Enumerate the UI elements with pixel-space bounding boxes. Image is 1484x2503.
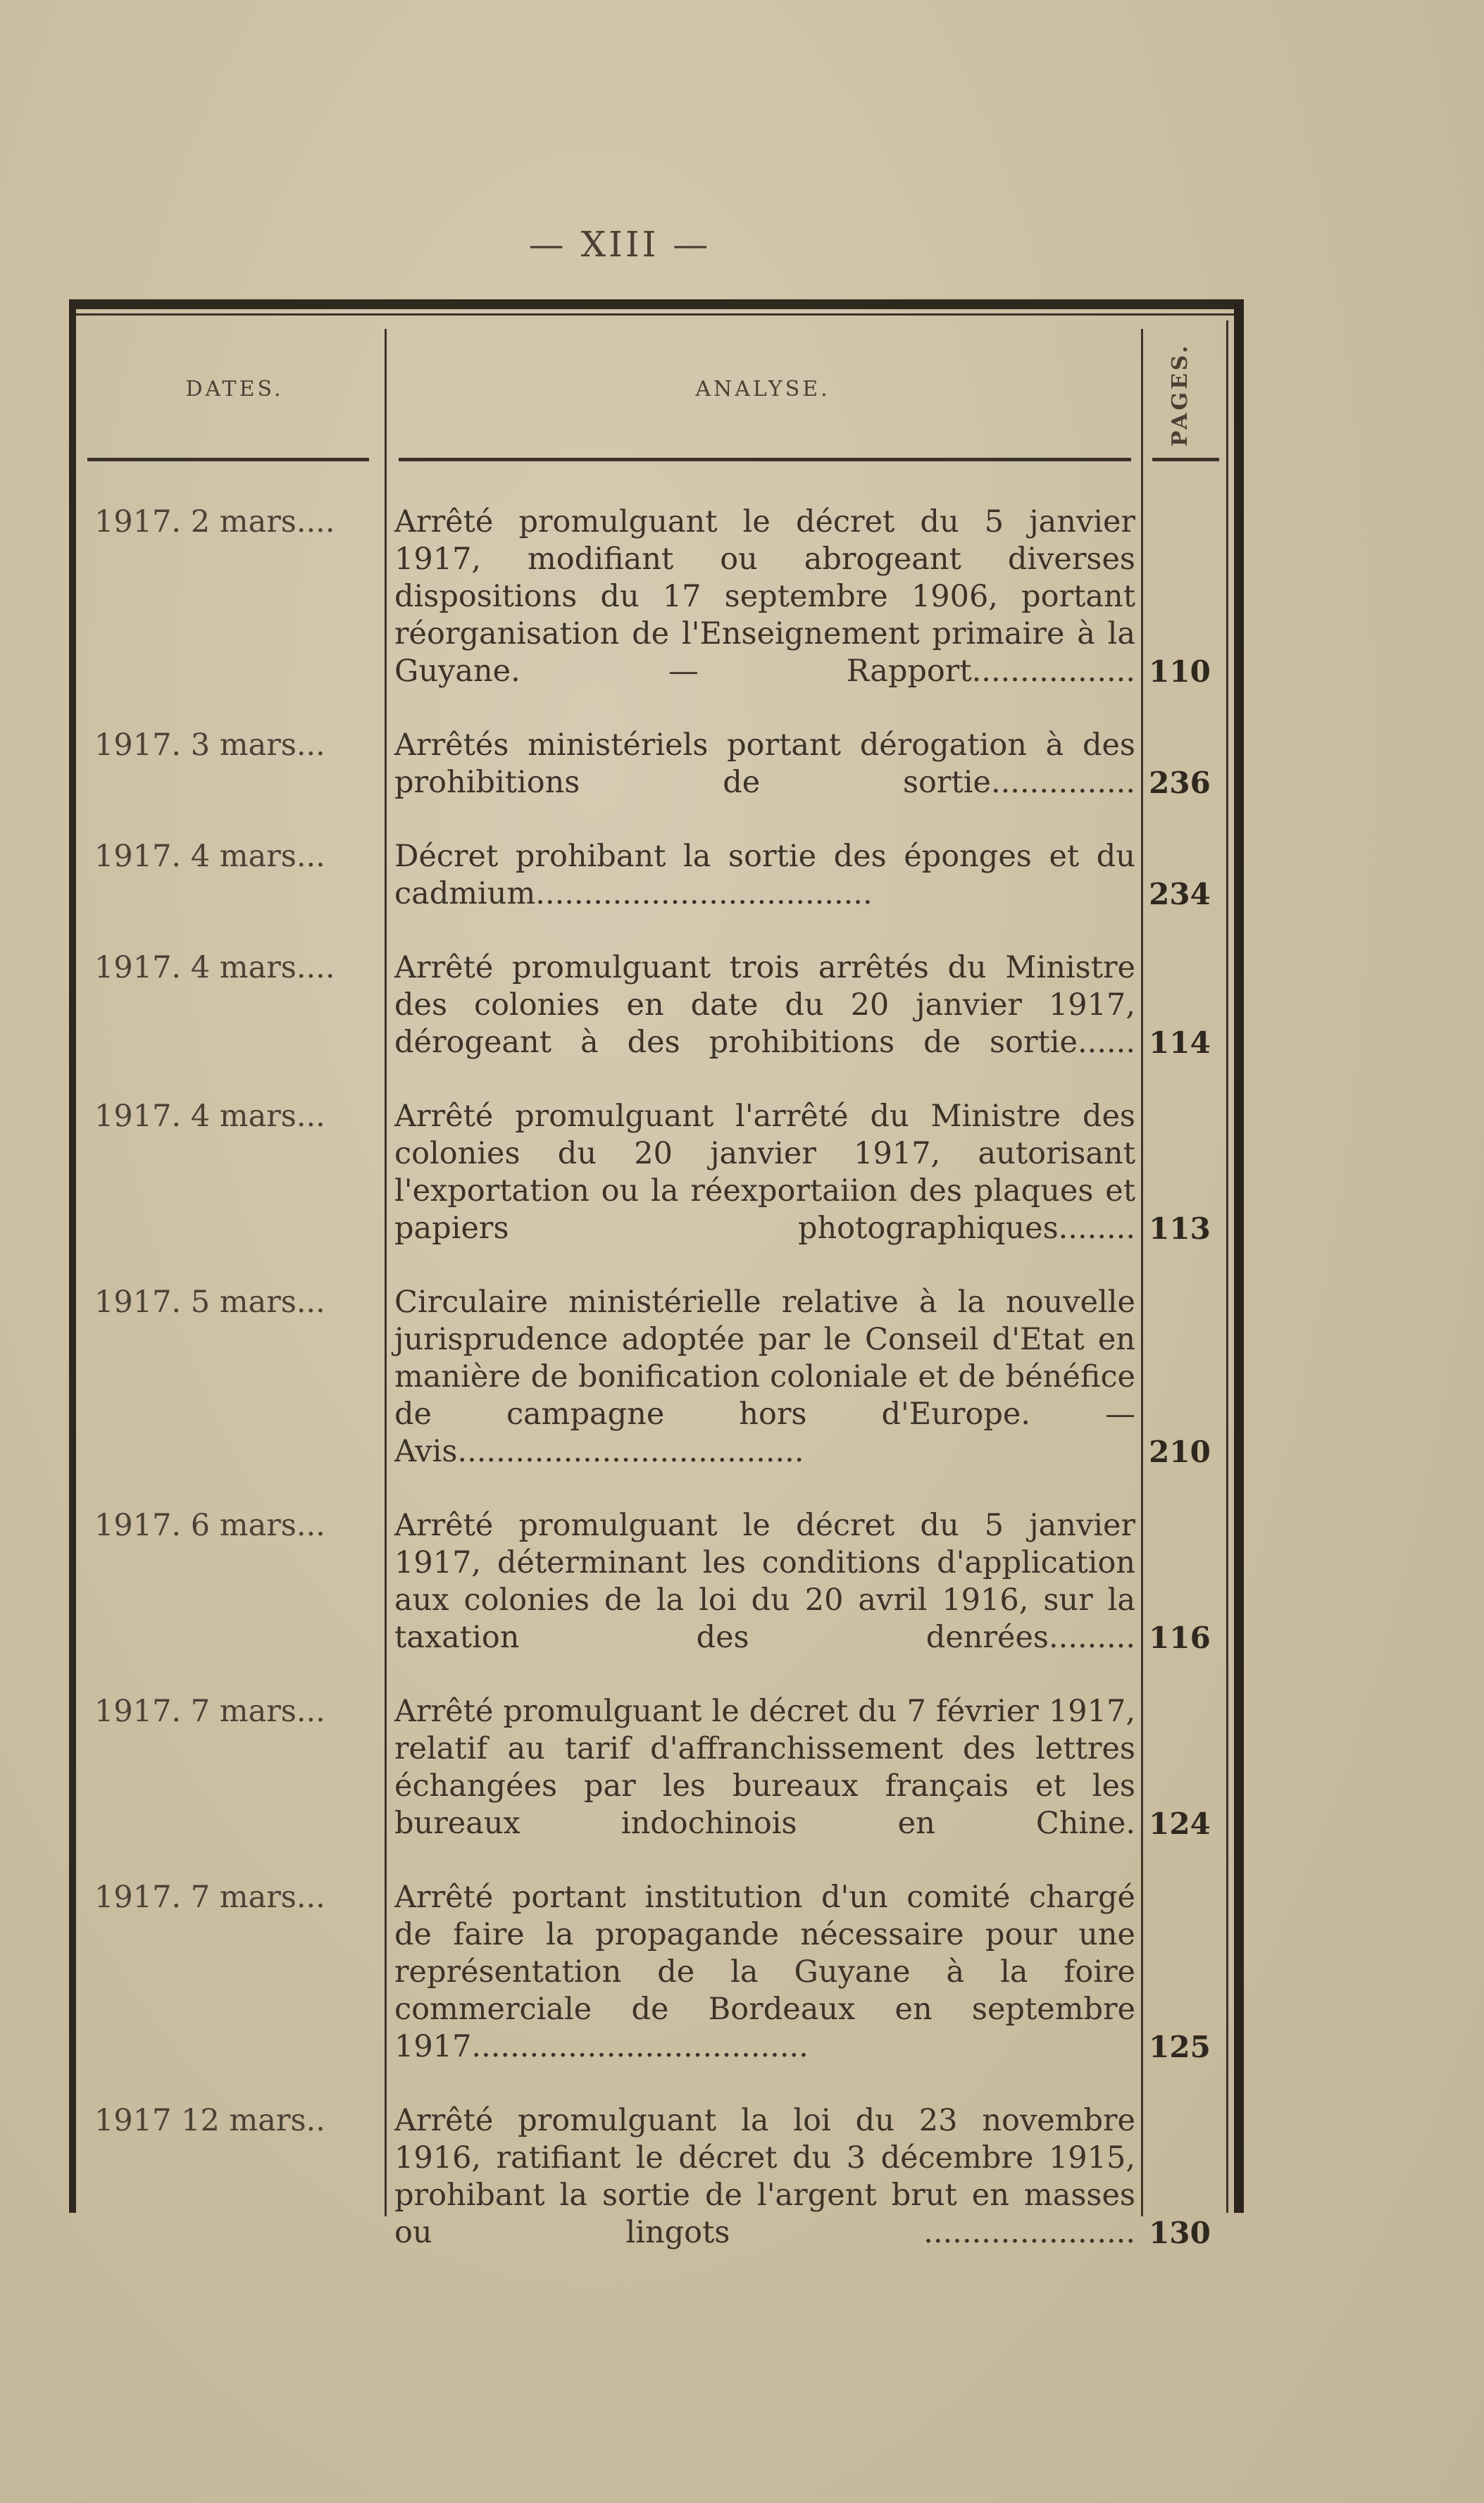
row-page: 234 (1149, 877, 1211, 911)
row-date: 1917. 7 mars... (94, 1694, 325, 1729)
pages-label: PAGES. (1168, 342, 1193, 447)
row-date: 1917. 5 mars... (94, 1285, 325, 1320)
table-row (69, 838, 1244, 913)
column-header-pages (1145, 335, 1216, 454)
header-rule-dates (87, 458, 369, 461)
column-header-analyse: ANALYSE. (695, 377, 830, 401)
table-frame (69, 299, 1244, 2250)
row-analysis: Arrêté promulguant le décret du 7 février 1917, relatif au tarif d'affranchissement des lettres échangées par les bureaux français et les bureaux indochinois en Chine. (394, 1694, 1135, 1841)
row-date: 1917. 4 mars.... (94, 950, 335, 985)
row-page: 236 (1149, 766, 1211, 800)
header-rule-pages (1152, 458, 1219, 461)
row-page: 110 (1149, 654, 1211, 689)
table-row (69, 1879, 1244, 2066)
row-analysis: Arrêté promulguant le décret du 5 janvier 1917, modifiant ou abrogeant diverses dispositions du 17 septembre 1906, portant réorganisation de l'Enseignement primaire à la Guyane. — Rapport................. (394, 504, 1135, 689)
row-analysis: Décret prohibant la sortie des éponges et du cadmium................................... (394, 839, 1135, 911)
top-rule (69, 299, 1244, 309)
header-rule-analyse (399, 458, 1131, 461)
table-row (69, 1098, 1244, 1247)
row-analysis: Arrêté promulguant trois arrêtés du Ministre des colonies en date du 20 janvier 1917, dérogeant à des prohibitions de sortie...... (394, 950, 1135, 1060)
row-analysis: Arrêté promulguant l'arrêté du Ministre des colonies du 20 janvier 1917, autorisant l'exportation ou la réexportaiion des plaques et papiers photographiques........ (394, 1099, 1135, 1246)
table-row (69, 949, 1244, 1061)
table-row (69, 727, 1244, 801)
table-row (69, 1507, 1244, 1656)
row-page: 114 (1149, 1025, 1211, 1060)
table-body (69, 504, 1244, 2252)
row-date: 1917 12 mars.. (94, 2103, 325, 2138)
row-date: 1917. 7 mars... (94, 1880, 325, 1915)
row-page: 125 (1149, 2030, 1211, 2064)
row-date: 1917. 4 mars... (94, 1099, 325, 1134)
row-analysis: Arrêté promulguant le décret du 5 janvier 1917, déterminant les conditions d'application aux colonies de la loi du 20 avril 1916, sur la taxation des denrées......... (394, 1508, 1135, 1655)
top-rule-thin (69, 313, 1244, 316)
row-page: 130 (1149, 2216, 1211, 2250)
row-date: 1917. 6 mars... (94, 1508, 325, 1543)
table-row (69, 1693, 1244, 1842)
row-date: 1917. 2 mars.... (94, 504, 335, 539)
row-page: 124 (1149, 1806, 1211, 1841)
row-page: 116 (1149, 1621, 1211, 1655)
table-row (69, 504, 1244, 690)
row-date: 1917. 4 mars... (94, 839, 325, 874)
row-analysis: Arrêté portant institution d'un comité chargé de faire la propagande nécessaire pour une représentation de la Guyane à la foire commerciale de Bordeaux en septembre 1917................................... (394, 1880, 1135, 2064)
row-date: 1917. 3 mars... (94, 728, 325, 763)
row-analysis: Circulaire ministérielle relative à la nouvelle jurisprudence adoptée par le Conseil d'Etat en manière de bonification coloniale et de bénéfice de campagne hors d'Europe. — Avis.................................... (394, 1285, 1135, 1469)
table-row (69, 2102, 1244, 2252)
table-row (69, 1284, 1244, 1471)
row-page: 210 (1149, 1435, 1211, 1469)
row-analysis: Arrêtés ministériels portant dérogation à des prohibitions de sortie............... (394, 728, 1135, 800)
column-header-dates: DATES. (185, 377, 284, 401)
page-number: — XIII — (528, 224, 711, 265)
row-page: 113 (1149, 1211, 1211, 1246)
row-analysis: Arrêté promulguant la loi du 23 novembre 1916, ratifiant le décret du 3 décembre 1915, prohibant la sortie de l'argent brut en masses ou lingots ...................... (394, 2103, 1135, 2250)
